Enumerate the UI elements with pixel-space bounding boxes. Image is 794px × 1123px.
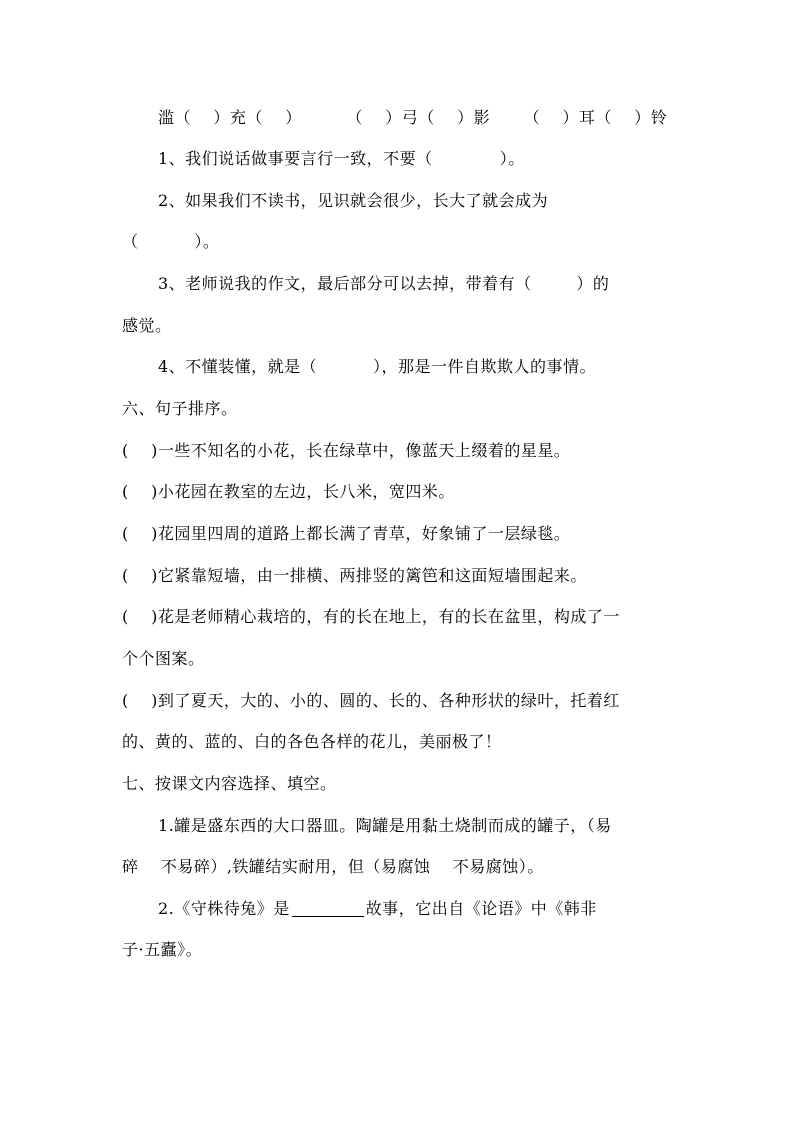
section-7-q2 bbox=[158, 899, 718, 919]
question-2: 2、如果我们不读书，见识就会很少，长大了就会成为 bbox=[158, 191, 549, 210]
q2-prefix: 2.《守株待兔》是 bbox=[158, 899, 290, 918]
idiom-fill-line: 滥（ ）充（ ） （ ）弓（ ）影 （ ）耳（ ）铃 bbox=[158, 108, 668, 127]
sentence-6-cont: 的、黄的、蓝的、白的各色各样的花儿，美丽极了！ bbox=[122, 732, 502, 751]
section-7-q1-cont: 碎 不易碎）,铁罐结实耐用，但（易腐蚀 不易腐蚀）。 bbox=[122, 857, 544, 876]
section-7-q2-cont: 子·五蠹》。 bbox=[122, 940, 203, 959]
sentence-5: ( )花是老师精心栽培的，有的长在地上，有的长在盆里，构成了一 bbox=[122, 607, 620, 626]
sentence-1: ( )一些不知名的小花，长在绿草中，像蓝天上缀着的星星。 bbox=[122, 441, 571, 460]
section-7-heading: 七、按课文内容选择、填空。 bbox=[122, 774, 337, 793]
sentence-3: ( )花园里四周的道路上都长满了青草，好象铺了一层绿毯。 bbox=[122, 524, 571, 543]
sentence-4: ( )它紧靠短墙，由一排横、两排竖的篱笆和这面短墙围起来。 bbox=[122, 566, 587, 585]
question-2-cont: （ ）。 bbox=[122, 232, 220, 251]
sentence-5-cont: 个个图案。 bbox=[122, 649, 205, 668]
section-6-heading: 六、句子排序。 bbox=[122, 399, 238, 418]
section-7-q1: 1.罐是盛东西的大口器皿。陶罐是用黏土烧制而成的罐子，（易 bbox=[158, 816, 612, 835]
question-3-cont: 感觉。 bbox=[122, 316, 172, 335]
sentence-6: ( )到了夏天，大的、小的、圆的、长的、各种形状的绿叶，托着红 bbox=[122, 691, 620, 710]
sentence-2: ( )小花园在教室的左边，长八米，宽四米。 bbox=[122, 482, 455, 501]
question-4: 4、不懂装懂，就是（ ），那是一件自欺欺人的事情。 bbox=[158, 357, 597, 376]
answer-blank[interactable] bbox=[292, 900, 364, 917]
q2-suffix: 故事，它出自《论语》中《韩非 bbox=[365, 899, 597, 918]
question-1: 1、我们说话做事要言行一致，不要（ ）。 bbox=[158, 149, 525, 168]
question-3: 3、老师说我的作文，最后部分可以去掉，带着有（ ）的 bbox=[158, 274, 610, 293]
